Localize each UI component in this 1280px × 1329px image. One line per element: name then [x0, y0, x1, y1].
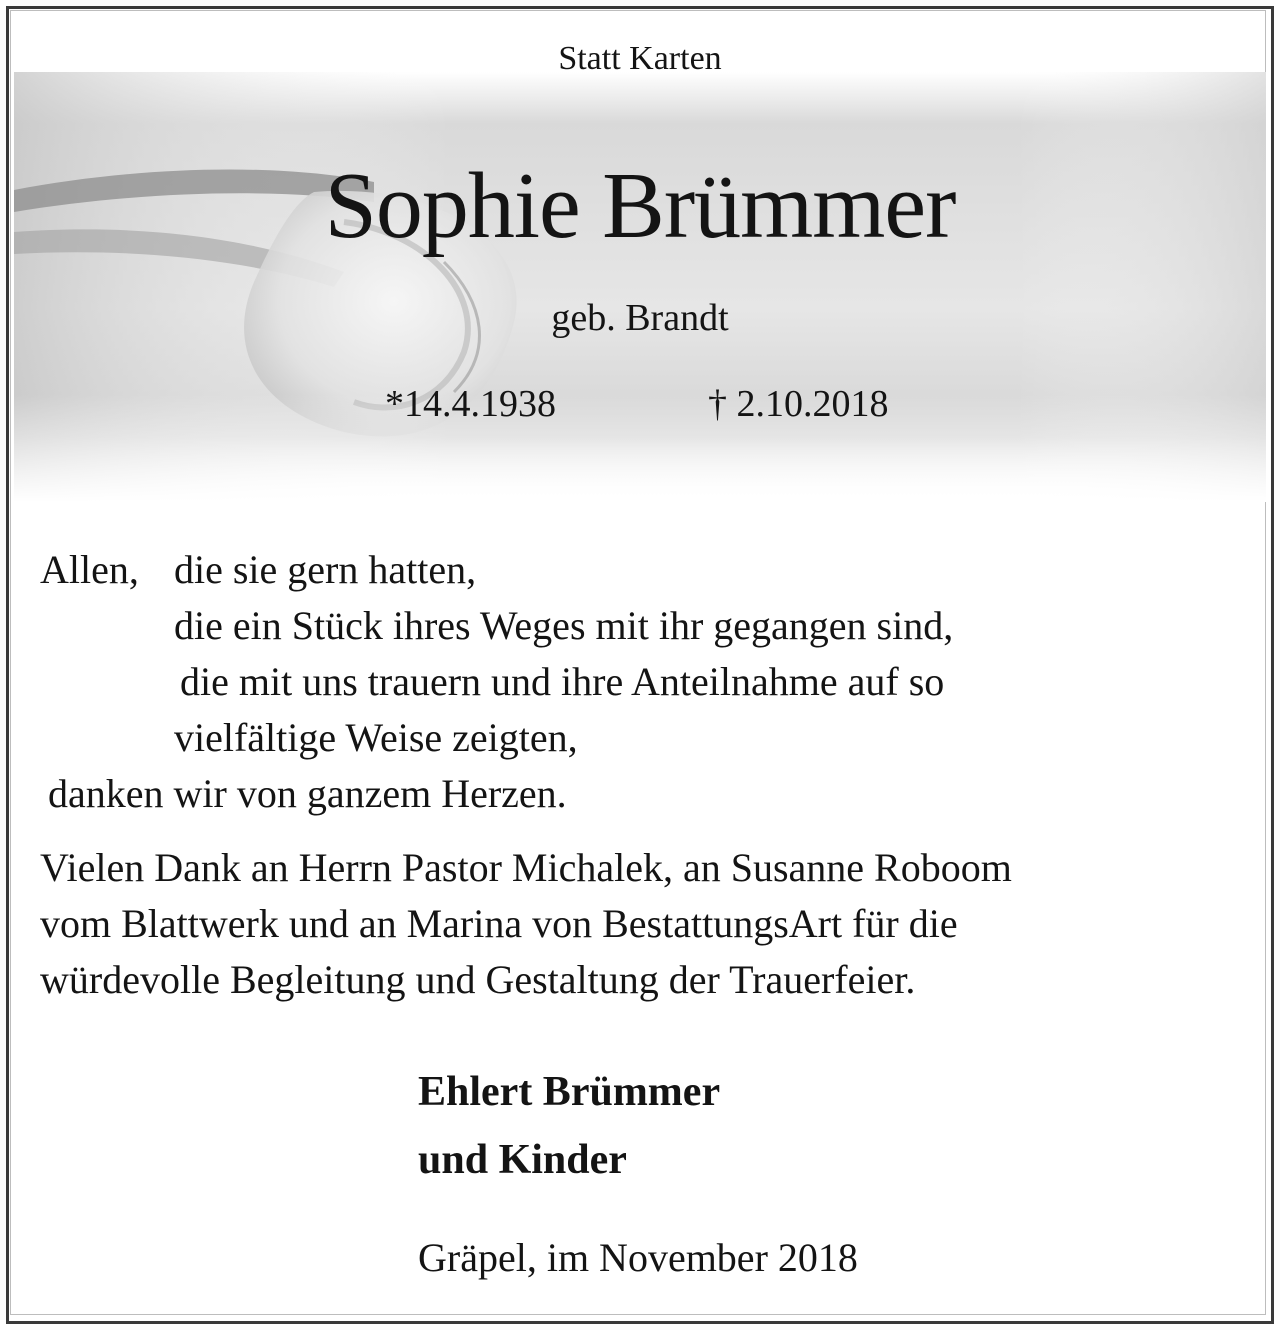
place-and-date: Gräpel, im November 2018: [418, 1235, 858, 1280]
thanks-line-2: die ein Stück ihres Weges mit ihr gegangen sind,: [174, 603, 954, 648]
signature-line-2: und Kinder: [418, 1137, 627, 1183]
thanks-line-5: danken wir von ganzem Herzen.: [48, 771, 567, 816]
acknowledgement-line-3: würdevolle Begleitung und Gestaltung der Trauerfeier.: [40, 957, 916, 1002]
death-date: † 2.10.2018: [708, 383, 889, 425]
acknowledgement-line-2: vom Blattwerk und an Marina von BestattungsArt für die: [40, 901, 958, 946]
deceased-name: Sophie Brümmer: [324, 154, 956, 258]
birth-date: *14.4.1938: [385, 383, 556, 425]
thanks-line-1b: die sie gern hatten,: [174, 547, 477, 592]
maiden-name: geb. Brandt: [551, 297, 729, 339]
thanks-line-4: vielfältige Weise zeigten,: [174, 715, 578, 760]
acknowledgement-line-1: Vielen Dank an Herrn Pastor Michalek, an Susanne Roboom: [40, 845, 1012, 890]
thanks-line-3: die mit uns trauern und ihre Anteilnahme auf so: [180, 659, 945, 704]
thanks-line-1a: Allen,: [40, 547, 139, 592]
calla-lily-background-image: [14, 72, 1266, 502]
header-statt-karten: Statt Karten: [558, 40, 722, 77]
signature-line-1: Ehlert Brümmer: [418, 1069, 721, 1115]
